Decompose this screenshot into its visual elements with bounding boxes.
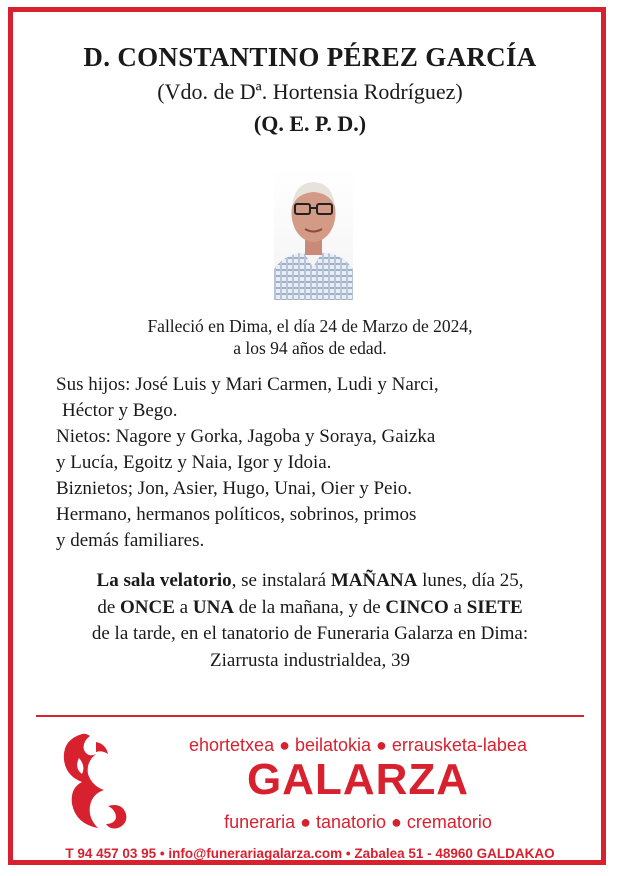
wake-line-2 <box>0 595 620 622</box>
death-line-1: Falleció en Dima, el día 24 de Marzo de 2024, <box>147 316 473 336</box>
death-notice <box>0 315 620 359</box>
family-line: y demás familiares. <box>56 530 205 551</box>
wake-line-1 <box>0 568 620 595</box>
services-spanish: funeraria ● tanatorio ● crematorio <box>224 812 492 832</box>
wake-time: CINCO <box>385 596 449 618</box>
family-list <box>56 372 576 554</box>
family-line: y Lucía, Egoitz y Naia, Igor y Idoia. <box>56 452 332 473</box>
wake-time: ONCE <box>120 596 175 618</box>
portrait-photo <box>274 167 353 300</box>
services-basque: ehortetxea ● beilatokia ● errausketa-labea <box>189 735 527 755</box>
wake-text: de <box>97 596 120 618</box>
wake-text: de la mañana, y de <box>234 596 386 618</box>
wake-day: MAÑANA <box>330 570 418 591</box>
family-line: Sus hijos: José Luis y Mari Carmen, Ludi y Narci, <box>56 374 439 395</box>
wake-text: a <box>174 596 193 618</box>
wake-information <box>0 568 620 674</box>
qepd: (Q. E. P. D.) <box>253 111 367 136</box>
divider <box>36 715 584 717</box>
brand-name: GALARZA <box>246 755 470 804</box>
family-line: Nietos: Nagore y Gorka, Jagoba y Soraya, Gaizka <box>56 426 436 447</box>
wake-room-label: La sala velatorio <box>96 570 232 591</box>
widow-of: (Vdo. de Dª. Hortensia Rodríguez) <box>157 79 463 104</box>
wake-time: SIETE <box>466 596 523 618</box>
wake-text: , se instalará <box>231 570 331 591</box>
portrait-illustration <box>274 167 353 300</box>
deceased-name: D. CONSTANTINO PÉREZ GARCÍA <box>83 42 537 72</box>
family-line: Héctor y Bego. <box>62 400 178 421</box>
death-line-2: a los 94 años de edad. <box>233 338 387 358</box>
wake-text: lunes, día 25, <box>417 570 524 591</box>
wake-text: a <box>448 596 467 618</box>
wake-time: UNA <box>192 596 235 618</box>
family-line: Biznietos; Jon, Asier, Hugo, Unai, Oier y Peio. <box>56 478 412 499</box>
family-line: Hermano, hermanos políticos, sobrinos, primos <box>56 504 417 525</box>
wake-address: Ziarrusta industrialdea, 39 <box>210 649 410 671</box>
contact-footer: T 94 457 03 95 • info@funerariagalarza.com • Zabalea 51 - 48960 GALDAKAO <box>65 846 555 861</box>
galarza-flame-logo-icon <box>52 728 132 832</box>
wake-line-3: de la tarde, en el tanatorio de Funeraria Galarza en Dima: <box>91 623 529 644</box>
